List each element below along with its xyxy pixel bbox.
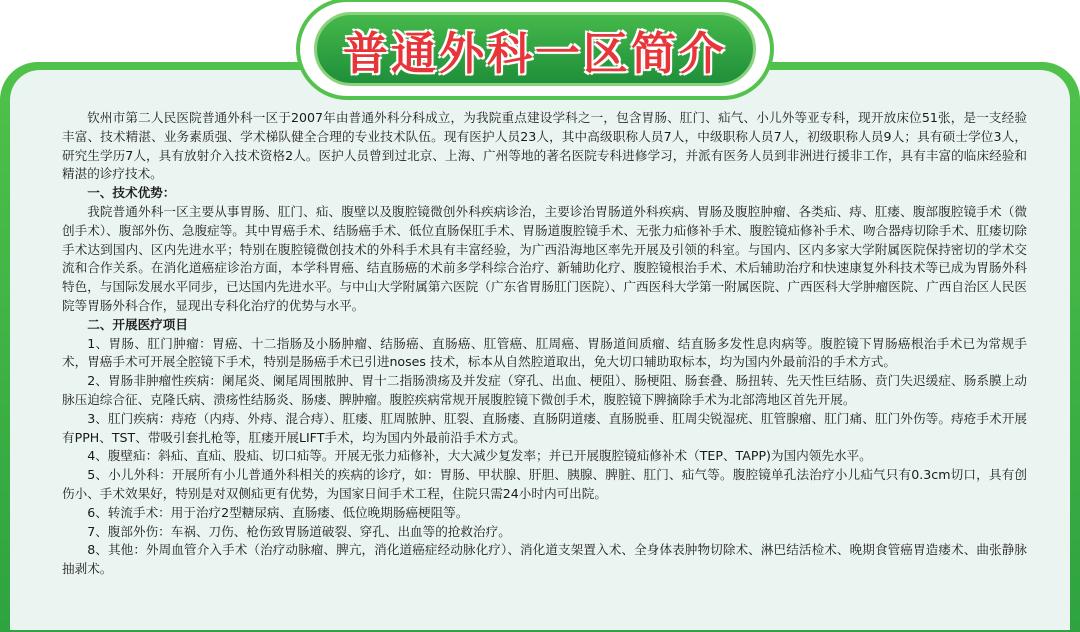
intro-paragraph: 钦州市第二人民医院普通外科一区于2007年由普通外科分科成立，为我院重点建设学科之一，包含胃肠、肛门、疝气、小儿外等亚专科，现开放床位51张，是一支经验丰富、技术精湛、业务素质强、学术梯队健全合理的专业技术队伍。现有医护人员23人，其中高级职称人员7人，中级职称人员7人，初级职称人员9人；具有硕士学位3人，研究生学历7人，具有放射介入技术资格2人。医护人员曾到过北京、上海、广州等地的著名医院专科进修学习，并派有医务人员到非洲进行援非工作，具有丰富的临床经验和精湛的诊疗技术。	[62, 110, 1027, 182]
section-heading-tech: 一、技术优势：	[87, 185, 176, 201]
project-item: 3、肛门疾病：痔疮（内痔、外痔、混合痔）、肛瘘、肛周脓肿、肛裂、直肠瘘、直肠阴道瘘、直肠脱垂、肛周尖锐湿疣、肛管腺瘤、肛门痛、肛门外伤等。痔疮手术开展有PPH、TST、带吸引套扎枪等，肛瘘开展LIFT手术，均为国内外最前沿手术方式。	[62, 410, 1027, 445]
page-title: 普通外科一区简介	[342, 26, 727, 80]
project-item: 5、小儿外科：开展所有小儿普通外科相关的疾病的诊疗，如：胃肠、甲状腺、肝胆、胰腺、脾脏、肛门、疝气等。腹腔镜单孔法治疗小儿疝气只有0.3cm切口，具有创伤小、手术效果好，特别是对双侧疝更有优势，为国家日间手术工程，住院只需24小时内可出院。	[62, 467, 1027, 501]
title-pill	[314, 12, 756, 86]
article-body	[62, 109, 1027, 579]
project-item: 8、其他：外周血管介入手术（治疗动脉瘤、脾亢，消化道癌症经动脉化疗）、消化道支架置入术、全身体表肿物切除术、淋巴结活检术、晚期食管癌胃造瘘术、曲张静脉抽剥术。	[62, 542, 1027, 577]
title-banner	[300, 2, 770, 96]
project-item: 4、腹壁疝：斜疝、直疝、股疝、切口疝等。开展无张力疝修补，大大减少复发率；并已开展腹腔镜疝修补术（TEP、TAPP)为国内领先水平。	[87, 448, 872, 464]
project-item: 1、胃肠、肛门肿瘤：胃癌、十二指肠及小肠肿瘤、结肠癌、直肠癌、肛管癌、肛周癌、胃肠道间质瘤、结直肠多发性息肉病等。腹腔镜下胃肠癌根治手术已为常规手术，胃癌手术可开展全腔镜下手术，特别是肠癌手术已引进noses 技术，标本从自然腔道取出，免大切口辅助取标本，均为国内外最前沿的手术方式。	[62, 335, 1027, 370]
project-item: 2、胃肠非肿瘤性疾病：阑尾炎、阑尾周围脓肿、胃十二指肠溃疡及并发症（穿孔、出血、梗阻）、肠梗阻、肠套叠、肠扭转、先天性巨结肠、贲门失迟缓症、肠系膜上动脉压迫综合征、克隆氏病、溃疡性结肠炎、肠瘘、脾肿瘤。腹腔疾病常规开展腹腔镜下微创手术，腹腔镜下脾摘除手术为北部湾地区首先开展。	[62, 373, 1027, 407]
project-item: 6、转流手术：用于治疗2型糖尿病、直肠瘘、低位晚期肠癌梗阻等。	[87, 504, 469, 520]
tech-paragraph: 我院普通外科一区主要从事胃肠、肛门、疝、腹壁以及腹腔镜微创外科疾病诊治，主要诊治胃肠道外科疾病、胃肠及腹腔肿瘤、各类疝、痔、肛瘘、腹部腹腔镜手术（微创手术）、腹部外伤、急腹症等。其中胃癌手术、结肠癌手术、低位直肠保肛手术、胃肠道腹腔镜手术、无张力疝修补手术、腹腔镜疝修补手术、吻合器痔切除手术、肛瘘切除手术达到国内、区内先进水平；特别在腹腔镜微创技术的外科手术具有丰富经验，为广西沿海地区率先开展及引领的科室。与国内、区内多家大学附属医院保持密切的学术交流和合作关系。在消化道癌症诊治方面，本学科胃癌、结直肠癌的术前多学科综合治疗、新辅助化疗、腹腔镜根治手术、术后辅助治疗和快速康复外科技术等已成为胃肠外科特色，与国际发展水平同步，已达国内先进水平。与中山大学附属第六医院（广东省胃肠肛门医院）、广西医科大学第一附属医院、广西医科大学肿瘤医院、广西自治区人民医院等胃肠外科合作，显现出专科化治疗的优势与水平。	[62, 203, 1027, 313]
project-item: 7、腹部外伤：车祸、刀伤、枪伤致胃肠道破裂、穿孔、出血等的抢救治疗。	[87, 523, 511, 539]
section-heading-projects: 二、开展医疗项目	[87, 316, 188, 332]
